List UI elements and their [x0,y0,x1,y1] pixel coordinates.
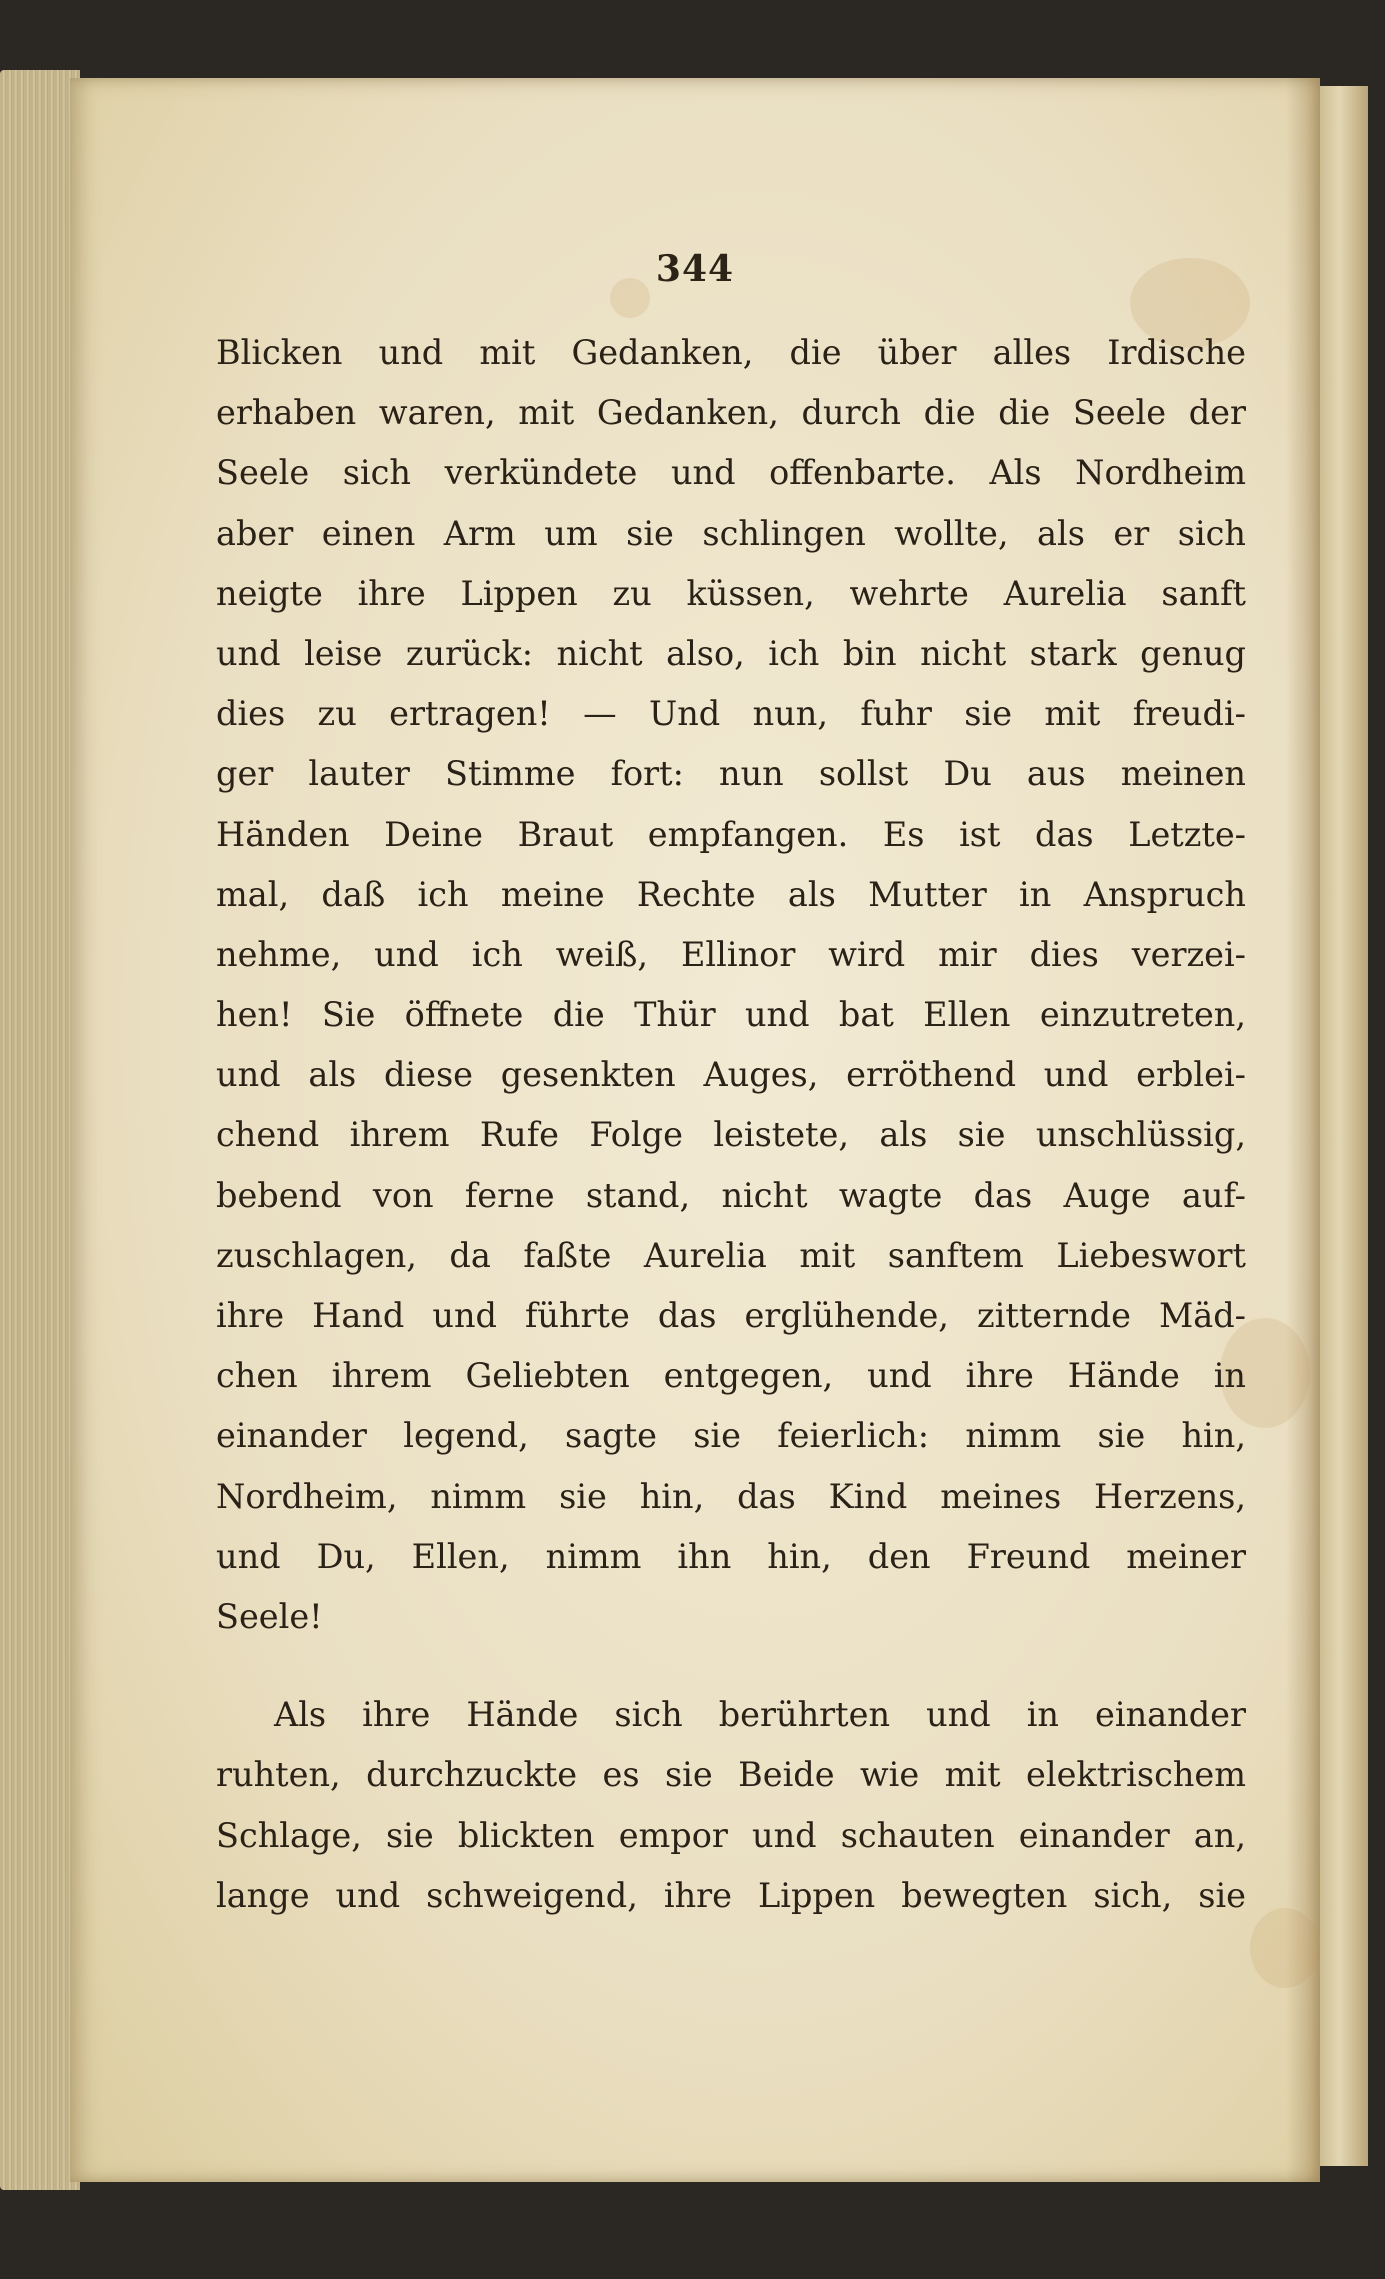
text-line: Seele! [216,1596,323,1636]
paragraph-1 [216,323,1246,1647]
text-line: erhaben waren, mit Gedanken, durch die die Seele der [216,393,1246,433]
text-line: aber einen Arm um sie schlingen wollte, als er sich [216,513,1246,553]
paragraph-2 [216,1685,1246,1926]
text-line: lange und schweigend, ihre Lippen bewegten sich, sie [216,1875,1246,1915]
text-line: ihre Hand und führte das erglühende, zitternde Mäd- [216,1296,1246,1335]
paper-stain [1250,1908,1320,1988]
text-line: Blicken und mit Gedanken, die über alles Irdische [216,333,1246,372]
text-line: Schlage, sie blickten empor und schauten einander an, [216,1815,1246,1855]
page-edges [0,70,80,2190]
text-line: einander legend, sagte sie feierlich: nimm sie hin, [216,1416,1246,1456]
text-line: Seele sich verkündete und offenbarte. Als Nordheim [216,453,1246,493]
text-line: Als ihre Hände sich berührten und in einander [274,1695,1246,1735]
text-line: mal, daß ich meine Rechte als Mutter in Anspruch [216,874,1246,914]
text-line: ger lauter Stimme fort: nun sollst Du aus meinen [216,754,1246,794]
text-line: ruhten, durchzuckte es sie Beide wie mit elektrischem [216,1755,1246,1795]
text-line: chend ihrem Rufe Folge leistete, als sie unschlüssig, [216,1115,1246,1155]
text-line: chen ihrem Geliebten entgegen, und ihre Hände in [216,1356,1246,1396]
text-line: hen! Sie öffnete die Thür und bat Ellen einzutreten, [216,995,1246,1035]
text-line: Händen Deine Braut empfangen. Es ist das Letzte- [216,814,1246,854]
text-line: bebend von ferne stand, nicht wagte das Auge auf- [216,1175,1246,1215]
text-line: Nordheim, nimm sie hin, das Kind meines Herzens, [216,1476,1246,1516]
page-number: 344 [655,248,735,290]
book-page [70,78,1320,2182]
text-line: nehme, und ich weiß, Ellinor wird mir dies verzei- [216,934,1246,974]
page-gutter [1286,78,1320,2182]
text-line: dies zu ertragen! — Und nun, fuhr sie mit freudi- [216,694,1246,734]
text-line: neigte ihre Lippen zu küssen, wehrte Aurelia sanft [216,573,1246,613]
text-line: und Du, Ellen, nimm ihn hin, den Freund meiner [216,1536,1246,1576]
text-line: und als diese gesenkten Auges, erröthend und erblei- [216,1055,1246,1095]
text-line: zuschlagen, da faßte Aurelia mit sanftem Liebeswort [216,1235,1246,1275]
page-body [216,323,1246,1926]
text-line: und leise zurück: nicht also, ich bin nicht stark genug [216,633,1246,673]
facing-page-edge [1320,86,1368,2166]
paragraph-spacing [216,1647,1246,1685]
